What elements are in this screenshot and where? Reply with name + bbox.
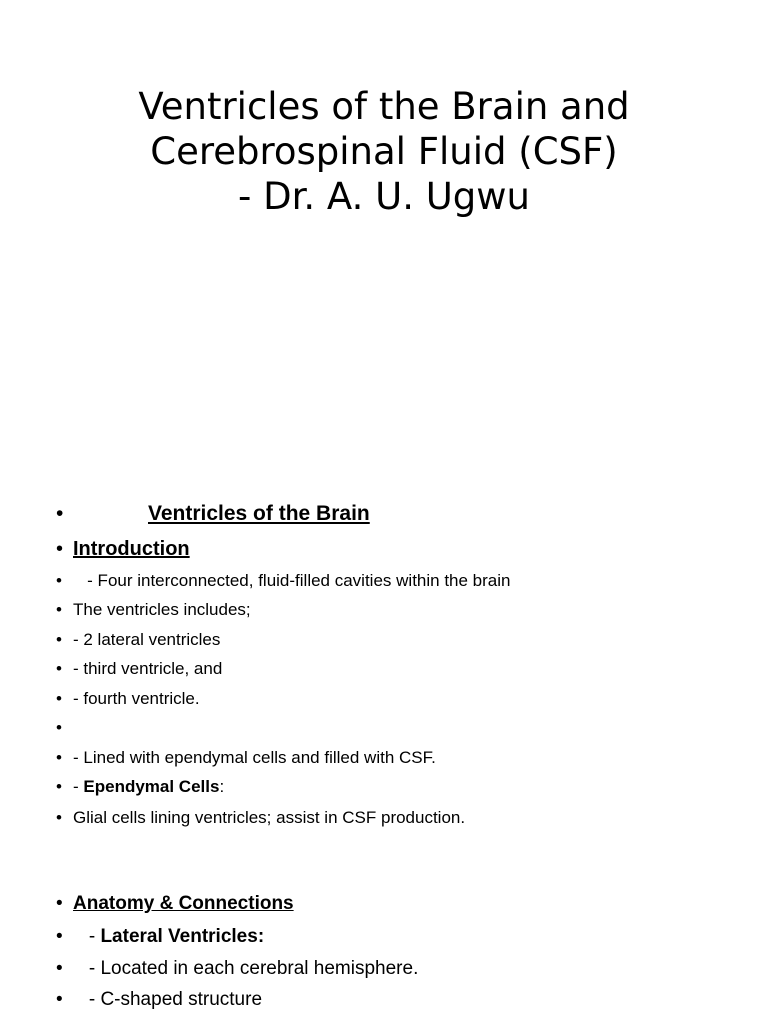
section-heading: Ventricles of the Brain: [148, 502, 370, 525]
list-item-text: - third ventricle, and: [73, 659, 223, 678]
intro-heading: Introduction: [73, 538, 190, 560]
slide-title: [0, 84, 768, 219]
lateral-label: Lateral Ventricles:: [100, 926, 265, 947]
list-item-text: - fourth ventricle.: [73, 689, 200, 708]
bullet: •: [56, 777, 62, 796]
bullet: •: [56, 926, 63, 947]
list-item-text: - 2 lateral ventricles: [73, 630, 221, 649]
bullet: •: [56, 659, 62, 678]
ependymal-label: Ependymal Cells: [83, 777, 220, 796]
ependymal-suffix: :: [219, 777, 225, 796]
bullet: •: [56, 571, 62, 590]
bullet: •: [56, 600, 62, 619]
list-item-text: The ventricles includes;: [73, 600, 251, 619]
bullet: •: [56, 630, 62, 649]
bullet: •: [56, 893, 63, 914]
list-item-text: - Lined with ependymal cells and filled with CSF.: [73, 748, 436, 767]
title-line-3: - Dr. A. U. Ugwu: [237, 175, 530, 218]
list-item-text: - Located in each cerebral hemisphere.: [73, 958, 419, 979]
title-line-2: Cerebrospinal Fluid (CSF): [150, 130, 618, 173]
bullet: •: [56, 808, 62, 827]
bullet: •: [56, 958, 63, 979]
bullet: •: [56, 538, 64, 560]
title-line-1: Ventricles of the Brain and: [138, 85, 630, 128]
list-item-text: Glial cells lining ventricles; assist in CSF production.: [73, 808, 466, 827]
bullet: •: [56, 989, 63, 1010]
list-item-text: - C-shaped structure: [73, 989, 263, 1010]
lateral-prefix: -: [73, 926, 101, 947]
ependymal-prefix: -: [73, 777, 84, 796]
bullet: •: [56, 689, 62, 708]
bullet: •: [56, 718, 62, 737]
list-item-text: - Four interconnected, fluid-filled cavities within the brain: [73, 571, 511, 590]
bullet: •: [56, 748, 62, 767]
list-item-text: [73, 926, 264, 948]
bullet: •: [56, 502, 64, 525]
list-item-text: [73, 777, 224, 797]
anatomy-heading: Anatomy & Connections: [73, 893, 294, 914]
